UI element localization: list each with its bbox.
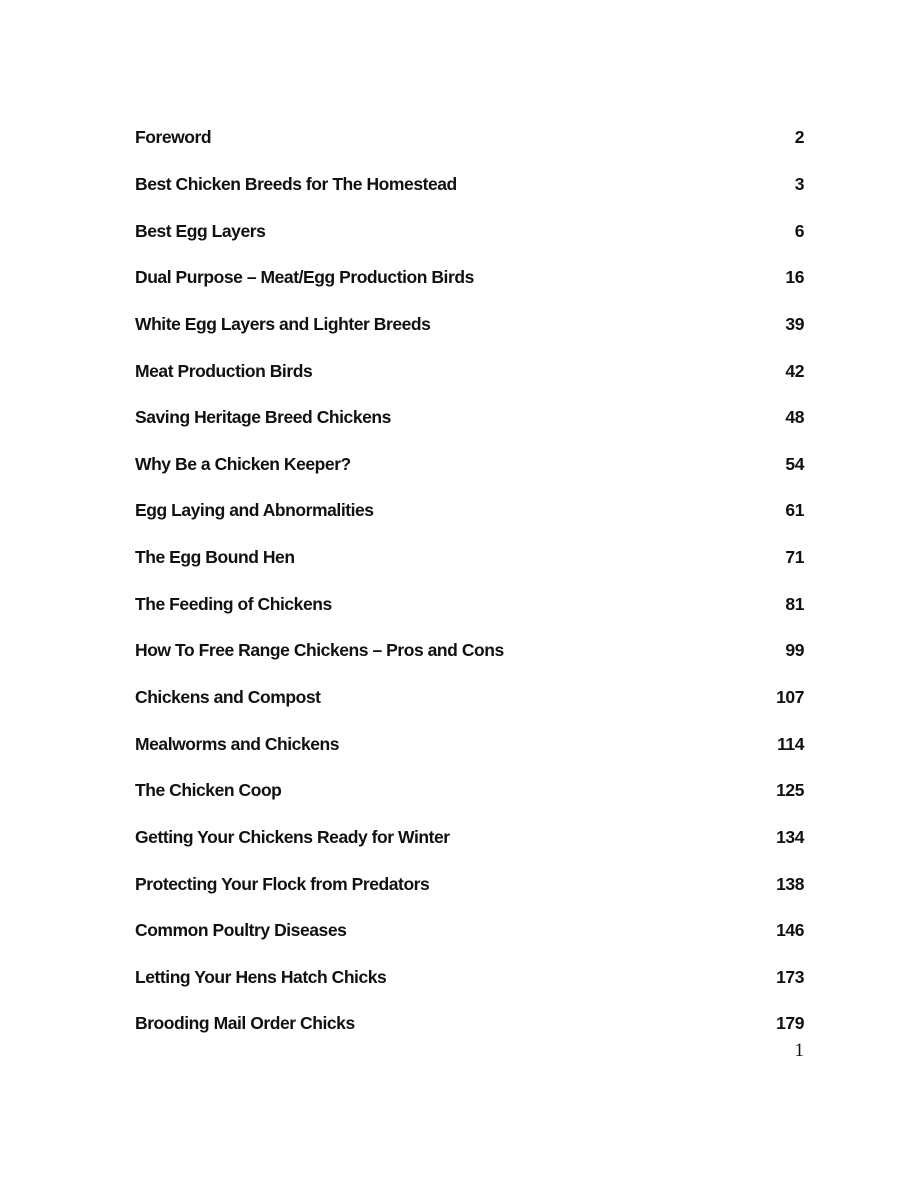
toc-entry-page: 3 [794,173,804,194]
toc-entry-page: 138 [776,873,804,894]
toc-entry [135,266,804,313]
toc-entry-page: 16 [785,267,804,288]
toc-entry [135,592,804,639]
table-of-contents [135,126,804,1059]
toc-entry-page: 114 [777,733,804,754]
toc-entry [135,686,804,733]
toc-entry-title: Mealworms and Chickens [135,733,340,754]
toc-entry [135,779,804,826]
toc-entry-page: 42 [785,360,804,381]
toc-entry [135,919,804,966]
toc-entry-page: 179 [776,1013,804,1034]
toc-entry [135,219,804,266]
toc-entry-page: 125 [776,780,804,801]
toc-entry [135,826,804,873]
toc-entry-page: 146 [776,920,804,941]
toc-entry-title: Dual Purpose – Meat/Egg Production Birds [135,267,474,288]
toc-entry [135,406,804,453]
toc-entry-page: 2 [794,127,804,148]
toc-entry-page: 48 [785,407,804,428]
toc-entry-title: White Egg Layers and Lighter Breeds [135,313,431,334]
toc-entry-title: The Chicken Coop [135,780,282,801]
page-number: 1 [794,1040,804,1061]
toc-entry-title: Letting Your Hens Hatch Chicks [135,966,387,987]
toc-entry-page: 134 [776,826,804,847]
toc-entry-page: 99 [785,640,804,661]
toc-entry-page: 61 [785,500,804,521]
toc-entry-title: Chickens and Compost [135,687,321,707]
toc-entry-title: Foreword [135,127,212,148]
toc-entry [135,359,804,406]
toc-entry-title: The Egg Bound Hen [135,547,295,568]
toc-entry-title: Why Be a Chicken Keeper? [135,453,351,474]
toc-entry-page: 81 [785,593,804,614]
toc-entry [135,126,804,173]
toc-entry-title: Getting Your Chickens Ready for Winter [135,826,450,847]
toc-entry-title: Protecting Your Flock from Predators [135,873,430,894]
toc-entry [135,173,804,220]
toc-entry [135,872,804,919]
toc-entry-page: 6 [794,220,804,241]
toc-entry-title: Best Chicken Breeds for The Homestead [135,173,457,194]
toc-entry-page: 39 [785,313,804,334]
toc-entry-title: Common Poultry Diseases [135,920,347,941]
toc-entry-title: Meat Production Birds [135,360,313,381]
toc-entry [135,546,804,593]
toc-entry [135,639,804,686]
toc-entry [135,966,804,1013]
toc-entry-page: 54 [785,453,804,474]
toc-entry-title: Brooding Mail Order Chicks [135,1013,355,1034]
toc-entry-page: 107 [776,687,804,707]
toc-entry [135,1012,804,1059]
toc-entry-page: 71 [785,547,804,568]
toc-entry [135,732,804,779]
toc-entry [135,313,804,360]
toc-entry [135,499,804,546]
toc-entry-title: The Feeding of Chickens [135,593,332,614]
toc-entry-title: Saving Heritage Breed Chickens [135,407,391,428]
toc-entry-page: 173 [776,966,804,987]
toc-entry-title: Egg Laying and Abnormalities [135,500,374,521]
toc-entry-title: How To Free Range Chickens – Pros and Cons [135,640,504,661]
toc-entry [135,452,804,499]
toc-entry-title: Best Egg Layers [135,220,266,241]
